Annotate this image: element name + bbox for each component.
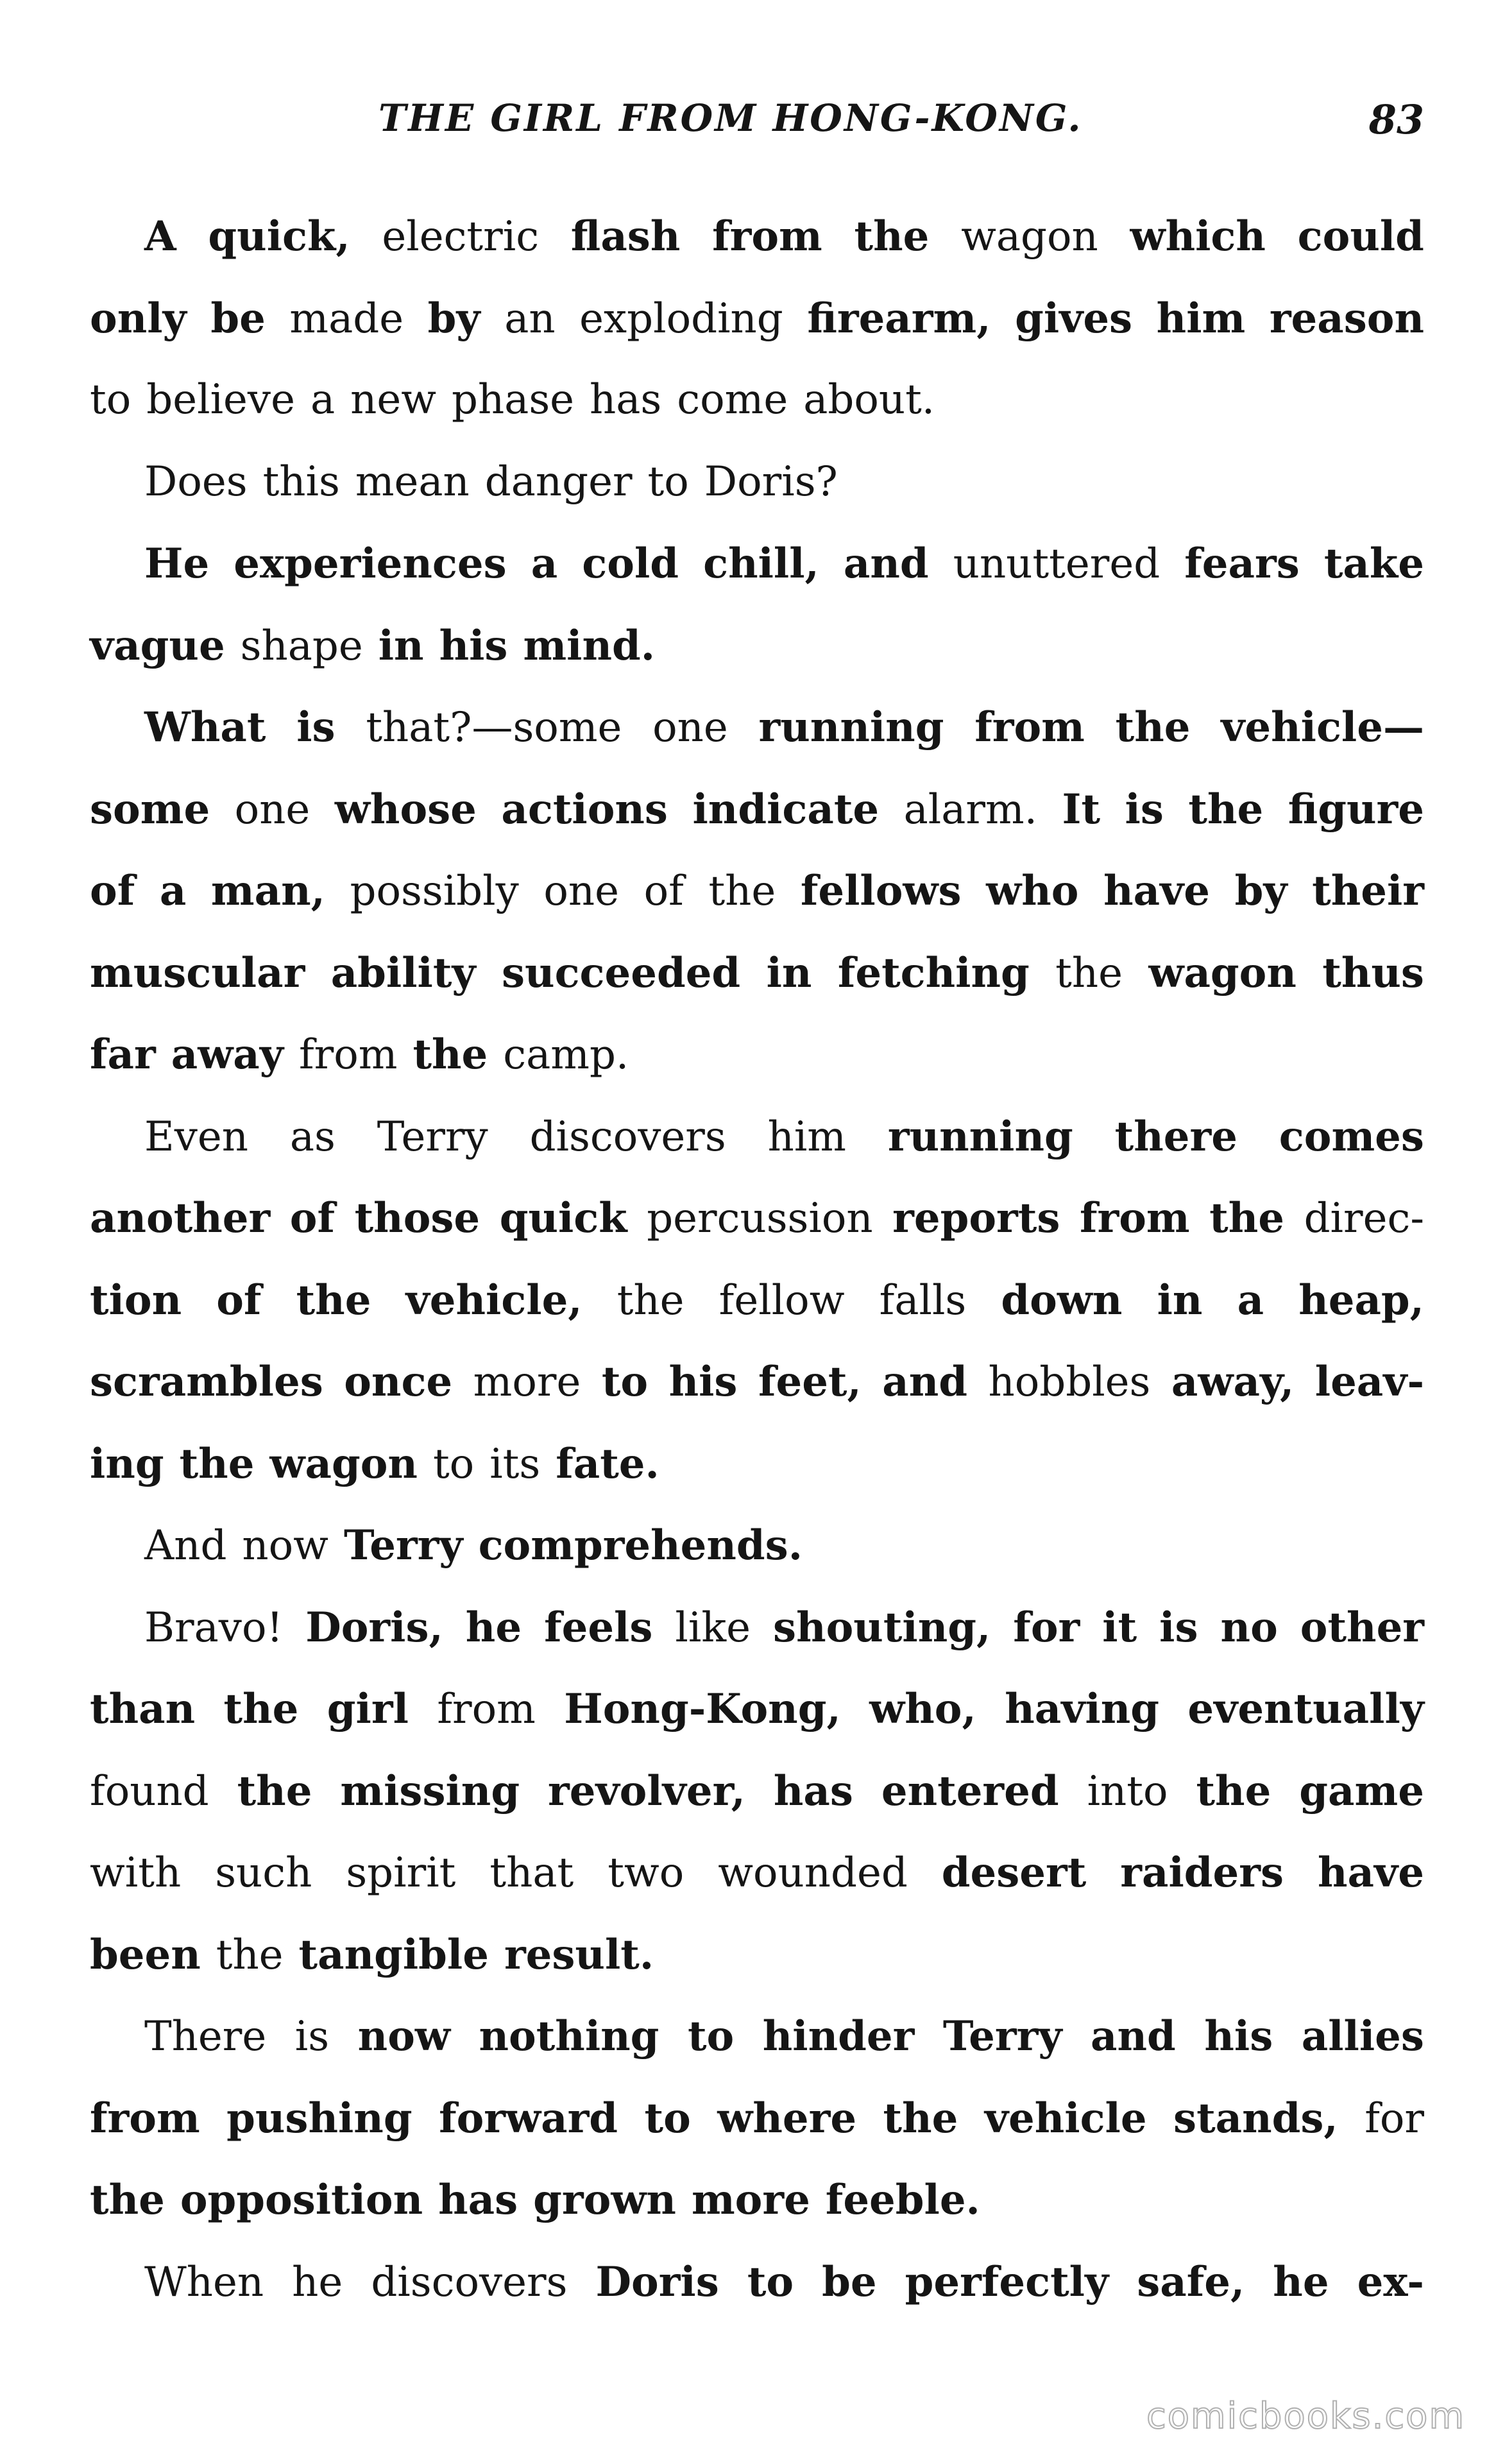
word: ability [330,948,476,997]
page-number: 83 [1368,96,1424,143]
word: mind. [523,621,656,670]
word: to [601,1358,649,1406]
word: to [90,376,132,424]
word: his [1204,2012,1273,2060]
word: a [159,867,187,915]
word: take [1323,540,1424,588]
word: shape [240,622,363,670]
word: revolver, [548,1767,745,1815]
word: And [144,1522,227,1570]
word: It [1062,785,1101,834]
word: which [1130,212,1266,261]
word: chill, [703,540,819,588]
word: more [691,2176,810,2224]
word: He [144,540,210,588]
word: wounded [718,1849,908,1897]
word: fetching [837,948,1030,997]
word: direc- [1304,1195,1424,1242]
word: of [216,1276,262,1324]
text-line [90,359,1424,441]
word: from [712,212,822,261]
word: vehicle [984,2094,1147,2143]
text-line [90,523,1424,605]
word: him [767,1113,846,1161]
word: running [758,703,944,751]
text-line [90,769,1424,851]
text-line [90,932,1424,1014]
word: been [90,1930,201,1979]
word: vague [90,621,225,670]
word: camp. [503,1031,629,1079]
word: and [843,540,929,588]
word: believe [146,376,295,424]
word: wagon [961,213,1098,261]
word: girl [327,1685,409,1733]
word: a [1237,1276,1264,1324]
text-line [90,687,1424,769]
word: have [1103,867,1210,915]
text-line [90,605,1424,687]
word: to [687,2012,735,2060]
word: than [90,1685,196,1733]
word: like [675,1604,751,1652]
word: the [237,1767,312,1815]
word: the [179,1439,255,1488]
word: only [90,294,187,343]
word: in [766,948,812,997]
word: who [986,867,1079,915]
word: no [1220,1603,1278,1652]
word: the [216,1931,284,1979]
word: leav- [1314,1358,1424,1406]
word: into [1087,1767,1168,1815]
word: the [854,212,930,261]
word: made [289,295,404,343]
word: forward [439,2094,618,2143]
word: an [504,295,556,343]
word: running [887,1112,1073,1161]
word: Doris? [704,458,838,506]
word: Doris, [305,1603,443,1652]
text-line [90,1505,1424,1587]
word: found [90,1767,209,1815]
word: he [1273,2257,1329,2306]
word: reason [1269,294,1424,343]
word: the [90,2176,165,2224]
word: safe, [1137,2257,1245,2306]
word: electric [382,213,540,261]
word: reports [892,1194,1060,1242]
word: has [590,376,662,424]
word: eventually [1187,1685,1424,1733]
word: indicate [692,785,880,834]
word: could [1297,212,1424,261]
word: down [1001,1276,1123,1324]
word: their [1312,867,1424,915]
word: alarm. [903,785,1038,834]
word: the [412,1031,488,1079]
word: to [747,2257,794,2306]
word: wagon [269,1439,418,1488]
word: possibly [350,868,519,915]
word: nothing [479,2012,659,2060]
word: quick, [208,212,350,261]
word: stands, [1173,2094,1338,2143]
word: Bravo! [144,1604,284,1652]
word: he [465,1603,522,1652]
word: wagon [1148,948,1297,997]
word: danger [484,458,633,506]
word: Hong-Kong, [564,1685,841,1733]
word: by [1234,867,1288,915]
word: gives [1015,294,1133,343]
word: its [489,1440,541,1488]
word: once [344,1358,453,1406]
word: Doris [595,2257,719,2306]
text-line [90,1832,1424,1914]
word: fears [1184,540,1300,588]
word: the [1115,703,1191,751]
word: result. [504,1930,654,1979]
word: the [296,1276,371,1324]
running-head [90,96,1424,154]
word: discovers [371,2258,568,2306]
word: one [543,868,619,915]
word: be [210,294,266,343]
word: his [668,1358,738,1406]
word: Does [144,458,248,506]
word: ing [90,1439,164,1488]
word: the [883,2094,958,2143]
word: two [608,1849,684,1897]
word: When [144,2258,264,2306]
word: scrambles [90,1358,323,1406]
text-line [90,1177,1424,1260]
word: such [215,1849,312,1897]
word: the [1209,1194,1284,1242]
word: figure [1288,785,1424,834]
word: have [1318,1849,1424,1897]
word: the [1188,785,1264,834]
word: from [437,1686,536,1733]
word: one [234,785,310,834]
word: other [1300,1603,1424,1652]
text-line [90,1587,1424,1669]
word: has [438,2176,518,2224]
word: from [974,703,1085,751]
text-line [90,1668,1424,1750]
word: new [350,376,436,424]
word: Terry [942,2012,1062,2060]
word: from [90,2094,200,2143]
word: those [354,1194,480,1242]
word: percussion [647,1195,873,1242]
word: for [1013,1603,1080,1652]
word: unuttered [953,540,1161,588]
word: one [652,704,728,751]
word: who, [869,1685,976,1733]
word: vehicle, [405,1276,582,1324]
word: allies [1301,2012,1424,2060]
body-text [90,196,1424,2323]
word: from [298,1031,398,1079]
word: some [90,785,210,834]
word: What [144,703,266,751]
word: that?—some [366,704,622,751]
word: and [1091,2012,1176,2060]
watermark: comicbooks.com [1146,2395,1465,2437]
word: about. [803,376,935,424]
word: heap, [1298,1276,1424,1324]
word: hobbles [988,1358,1151,1406]
word: quick [499,1194,627,1242]
word: by [427,294,480,343]
word: vehicle— [1221,703,1424,751]
word: has [773,1767,853,1815]
word: with [90,1849,182,1897]
text-line [90,1750,1424,1833]
word: mean [355,458,470,506]
word: is [294,2013,330,2060]
word: the [223,1685,299,1733]
word: of [90,867,135,915]
word: of [643,868,684,915]
word: the [1196,1767,1271,1815]
word: whose [334,785,477,834]
word: spirit [346,1849,456,1897]
word: shouting, [773,1603,991,1652]
text-line [90,1096,1424,1178]
word: exploding [579,295,783,343]
text-line [90,2078,1424,2160]
text-line [90,441,1424,524]
word: to [644,2094,691,2143]
word: entered [881,1767,1059,1815]
word: fate. [556,1439,659,1488]
word: raiders [1120,1849,1284,1897]
word: more [473,1358,581,1406]
word: experiences [234,540,507,588]
word: of [289,1194,336,1242]
word: the [1055,949,1123,997]
text-line [90,1341,1424,1423]
word: for [1365,2094,1424,2143]
word: comprehends. [478,1521,803,1570]
word: this [262,458,340,506]
word: the [708,868,776,915]
text-line [90,196,1424,278]
word: a [531,540,558,588]
word: There [144,2013,267,2060]
word: game [1299,1767,1424,1815]
word: falls [879,1276,967,1324]
word: the [616,1276,684,1324]
word: feeble. [825,2176,980,2224]
word: actions [501,785,668,834]
word: a [310,376,336,424]
word: succeeded [502,948,741,997]
word: muscular [90,948,305,997]
word: that [489,1849,574,1897]
word: away [171,1031,284,1079]
word: tangible [298,1930,489,1979]
word: is [296,703,336,751]
word: flash [570,212,681,261]
text-line [90,1914,1424,1996]
word: to [647,458,689,506]
word: Even [144,1113,248,1161]
word: now [242,1522,328,1570]
word: comes [1279,1112,1424,1161]
text-line [90,850,1424,932]
word: fellow [718,1276,845,1324]
word: to [432,1440,475,1488]
text-line [90,2241,1424,2323]
word: and [882,1358,967,1406]
word: pushing [226,2094,412,2143]
word: another [90,1194,271,1242]
word: in [1157,1276,1203,1324]
word: perfectly [905,2257,1109,2306]
word: opposition [180,2176,423,2224]
word: there [1114,1112,1237,1161]
word: is [1159,1603,1198,1652]
word: thus [1322,948,1424,997]
word: A [144,212,176,261]
word: cold [582,540,679,588]
word: hinder [762,2012,915,2060]
text-line [90,278,1424,360]
word: grown [533,2176,676,2224]
word: he [292,2258,343,2306]
running-title: THE GIRL FROM HONG-KONG. [378,96,1083,140]
word: far [90,1031,156,1079]
word: man, [210,867,325,915]
word: tion [90,1276,182,1324]
word: discovers [529,1113,726,1161]
word: from [1079,1194,1190,1242]
word: as [289,1113,336,1161]
text-line [90,1260,1424,1342]
word: him [1156,294,1246,343]
word: firearm, [807,294,991,343]
word: in [378,621,424,670]
word: now [357,2012,450,2060]
text-line [90,1996,1424,2078]
word: come [677,376,788,424]
word: missing [340,1767,520,1815]
word: his [439,621,508,670]
word: away, [1171,1358,1295,1406]
word: phase [451,376,575,424]
text-line [90,1014,1424,1096]
word: Terry [377,1113,488,1161]
word: where [717,2094,857,2143]
word: desert [941,1849,1087,1897]
word: feet, [758,1358,862,1406]
word: ex- [1357,2257,1424,2306]
word: having [1005,1685,1159,1733]
word: Terry [343,1521,463,1570]
word: feels [544,1603,653,1652]
text-line [90,1423,1424,1505]
word: it [1102,1603,1137,1652]
word: be [822,2257,877,2306]
text-line [90,2159,1424,2241]
word: fellows [800,867,962,915]
word: is [1125,785,1164,834]
